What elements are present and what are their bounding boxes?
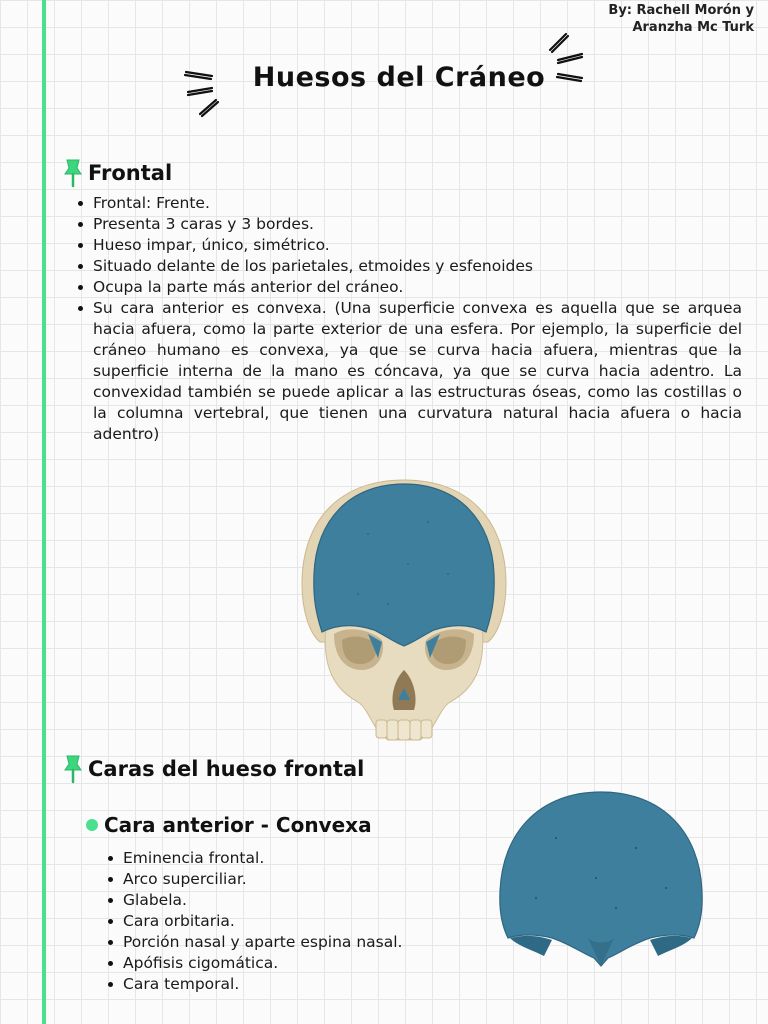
pushpin-icon <box>62 754 84 784</box>
caras-list <box>106 848 486 995</box>
section-heading-caras-text: Caras del hueso frontal <box>88 757 365 781</box>
list-item: Glabela. <box>106 890 486 911</box>
list-item: Hueso impar, único, simétrico. <box>76 235 742 256</box>
list-item: Frontal: Frente. <box>76 193 742 214</box>
pushpin-icon <box>62 158 84 188</box>
list-item: Ocupa la parte más anterior del cráneo. <box>76 277 742 298</box>
margin-line <box>42 0 46 1024</box>
authors <box>608 2 754 36</box>
frontal-list <box>76 193 742 445</box>
skull-illustration <box>298 474 510 748</box>
list-item: Cara temporal. <box>106 974 486 995</box>
list-item: Situado delante de los parietales, etmoides y esfenoides <box>76 256 742 277</box>
list-item: Cara orbitaria. <box>106 911 486 932</box>
list-item: Eminencia frontal. <box>106 848 486 869</box>
authors-line-1: By: Rachell Morón y <box>608 3 754 18</box>
bullet-dot-icon <box>86 819 98 831</box>
section-heading-frontal <box>62 158 172 188</box>
subheading-cara-anterior <box>86 813 372 837</box>
list-item: Su cara anterior es convexa. (Una superficie convexa es aquella que se arquea hacia afuera, como la parte exterior de una esfera. Por ejemplo, la superficie del cráneo humano es convexa, ya que se curva hacia afuera, mientras que la superficie interna de la mano es cóncava, ya que se curva hacia adentro. La convexidad también se puede aplicar a las estructuras óseas, como las costillas o la columna vertebral, que tienen una curvatura natural hacia afuera o hacia adentro) <box>76 298 742 445</box>
list-item: Apófisis cigomática. <box>106 953 486 974</box>
section-heading-frontal-text: Frontal <box>88 161 173 185</box>
subheading-cara-anterior-text: Cara anterior - Convexa <box>104 813 372 837</box>
frontal-bone-illustration <box>496 788 706 968</box>
authors-line-2: Aranzha Mc Turk <box>632 20 754 35</box>
list-item: Arco superciliar. <box>106 869 486 890</box>
section-heading-caras <box>62 754 364 784</box>
list-item: Presenta 3 caras y 3 bordes. <box>76 214 742 235</box>
list-item: Porción nasal y aparte espina nasal. <box>106 932 486 953</box>
page-title: Huesos del Cráneo <box>252 62 546 93</box>
